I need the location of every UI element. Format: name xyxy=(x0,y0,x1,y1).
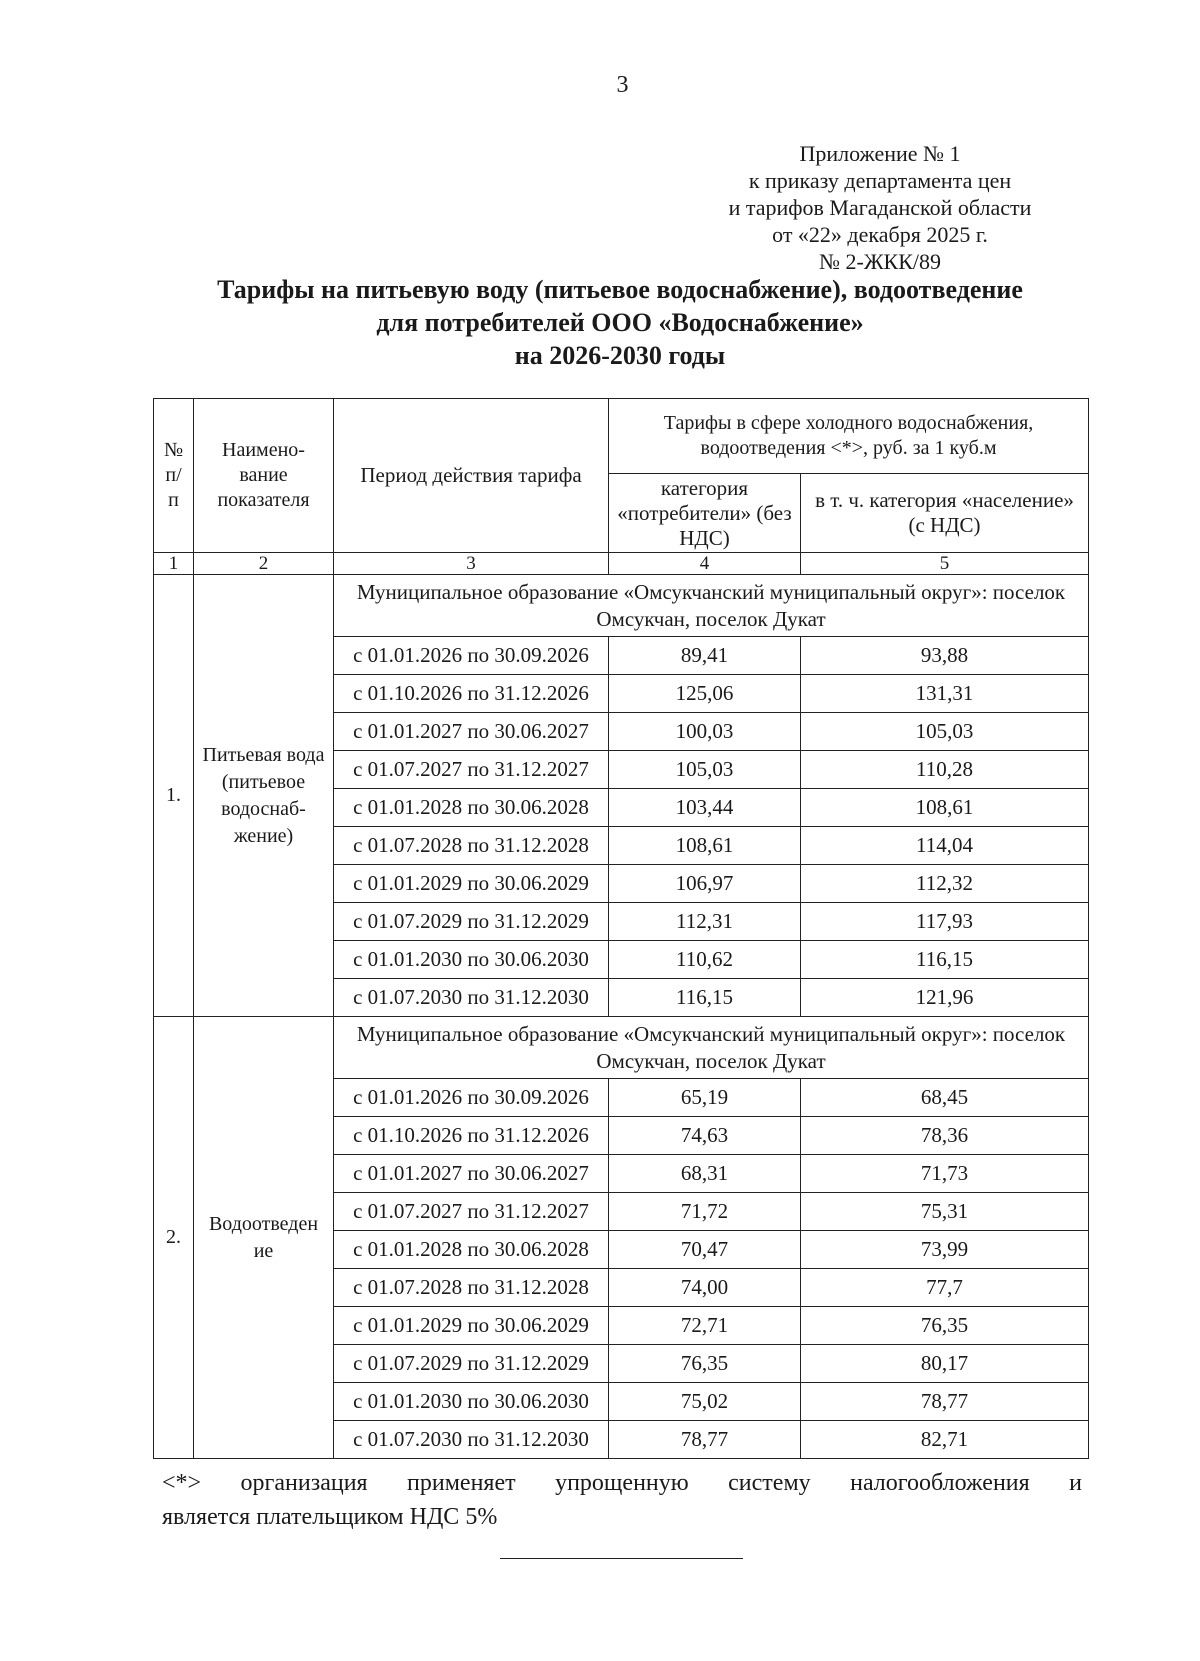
tariff-period: с 01.01.2027 по 30.06.2027 xyxy=(334,1155,609,1193)
column-index: 1 xyxy=(154,553,194,575)
tariff-population: 105,03 xyxy=(801,713,1089,751)
tariff-period: с 01.07.2030 по 31.12.2030 xyxy=(334,1421,609,1459)
section-region-row xyxy=(154,575,1089,637)
page-number: 3 xyxy=(616,72,629,98)
tariff-period: с 01.07.2028 по 31.12.2028 xyxy=(334,827,609,865)
section-region: Муниципальное образование «Омсукчанский муниципальный округ»: поселок Омсукчан, поселок Дукат xyxy=(334,1017,1089,1079)
tariff-period: с 01.07.2027 по 31.12.2027 xyxy=(334,1193,609,1231)
tariff-population: 75,31 xyxy=(801,1193,1089,1231)
tariff-consumers: 125,06 xyxy=(609,675,801,713)
header-tariffs-group: Тарифы в сфере холодного водоснабжения, водоотведения <*>, руб. за 1 куб.м xyxy=(609,399,1089,474)
tariff-population: 116,15 xyxy=(801,941,1089,979)
tariff-period: с 01.10.2026 по 31.12.2026 xyxy=(334,1117,609,1155)
tariff-consumers: 100,03 xyxy=(609,713,801,751)
tariff-consumers: 74,00 xyxy=(609,1269,801,1307)
header-period: Период действия тарифа xyxy=(334,399,609,553)
title-line: на 2026-2030 годы xyxy=(514,341,726,370)
tariff-consumers: 71,72 xyxy=(609,1193,801,1231)
tariff-population: 78,77 xyxy=(801,1383,1089,1421)
document-title xyxy=(140,273,1100,372)
column-index: 2 xyxy=(194,553,334,575)
tariff-population: 68,45 xyxy=(801,1079,1089,1117)
appendix-line: к приказу департамента цен xyxy=(748,168,1012,193)
footnote: <*> организация применяет упрощенную систему налогообложения и xyxy=(162,1470,1082,1496)
tariff-period: с 01.01.2027 по 30.06.2027 xyxy=(334,713,609,751)
tariff-population: 76,35 xyxy=(801,1307,1089,1345)
title-line: Тарифы на питьевую воду (питьевое водоснабжение), водоотведение xyxy=(217,275,1023,304)
section-number: 1. xyxy=(154,575,194,1017)
header-name: Наимено- вание показателя xyxy=(194,399,334,553)
tariff-population: 131,31 xyxy=(801,675,1089,713)
tariff-table xyxy=(153,398,1089,1459)
footnote-continuation: является плательщиком НДС 5% xyxy=(162,1504,498,1530)
title-line: для потребителей ООО «Водоснабжение» xyxy=(376,308,864,337)
tariff-period: с 01.10.2026 по 31.12.2026 xyxy=(334,675,609,713)
tariff-consumers: 76,35 xyxy=(609,1345,801,1383)
tariff-consumers: 116,15 xyxy=(609,979,801,1017)
tariff-population: 112,32 xyxy=(801,865,1089,903)
tariff-population: 73,99 xyxy=(801,1231,1089,1269)
appendix-block xyxy=(680,140,1080,275)
tariff-consumers: 68,31 xyxy=(609,1155,801,1193)
tariff-period: с 01.01.2029 по 30.06.2029 xyxy=(334,1307,609,1345)
tariff-period: с 01.01.2030 по 30.06.2030 xyxy=(334,941,609,979)
tariff-period: с 01.07.2030 по 31.12.2030 xyxy=(334,979,609,1017)
header-num: № п/ п xyxy=(154,399,194,553)
tariff-population: 117,93 xyxy=(801,903,1089,941)
tariff-population: 82,71 xyxy=(801,1421,1089,1459)
tariff-consumers: 112,31 xyxy=(609,903,801,941)
tariff-period: с 01.01.2030 по 30.06.2030 xyxy=(334,1383,609,1421)
tariff-population: 78,36 xyxy=(801,1117,1089,1155)
appendix-line: № 2-ЖКК/89 xyxy=(819,249,941,274)
closing-rule xyxy=(500,1558,743,1559)
tariff-consumers: 110,62 xyxy=(609,941,801,979)
tariff-consumers: 78,77 xyxy=(609,1421,801,1459)
column-index: 5 xyxy=(801,553,1089,575)
section-region-row xyxy=(154,1017,1089,1079)
tariff-period: с 01.07.2028 по 31.12.2028 xyxy=(334,1269,609,1307)
section-region: Муниципальное образование «Омсукчанский муниципальный округ»: поселок Омсукчан, поселок Дукат xyxy=(334,575,1089,637)
tariff-population: 71,73 xyxy=(801,1155,1089,1193)
tariff-population: 80,17 xyxy=(801,1345,1089,1383)
tariff-population: 110,28 xyxy=(801,751,1089,789)
tariff-consumers: 74,63 xyxy=(609,1117,801,1155)
tariff-population: 93,88 xyxy=(801,637,1089,675)
tariff-period: с 01.01.2029 по 30.06.2029 xyxy=(334,865,609,903)
tariff-population: 121,96 xyxy=(801,979,1089,1017)
tariff-population: 114,04 xyxy=(801,827,1089,865)
appendix-line: от «22» декабря 2025 г. xyxy=(772,222,988,247)
tariff-consumers: 72,71 xyxy=(609,1307,801,1345)
tariff-period: с 01.07.2029 по 31.12.2029 xyxy=(334,1345,609,1383)
section-number: 2. xyxy=(154,1017,194,1459)
tariff-period: с 01.07.2029 по 31.12.2029 xyxy=(334,903,609,941)
column-index: 4 xyxy=(609,553,801,575)
column-index: 3 xyxy=(334,553,609,575)
appendix-line: Приложение № 1 xyxy=(799,141,961,166)
tariff-population: 108,61 xyxy=(801,789,1089,827)
tariff-period: с 01.01.2028 по 30.06.2028 xyxy=(334,789,609,827)
tariff-period: с 01.07.2027 по 31.12.2027 xyxy=(334,751,609,789)
tariff-population: 77,7 xyxy=(801,1269,1089,1307)
tariff-period: с 01.01.2028 по 30.06.2028 xyxy=(334,1231,609,1269)
header-category-population: в т. ч. категория «население» (с НДС) xyxy=(801,474,1089,553)
tariff-period: с 01.01.2026 по 30.09.2026 xyxy=(334,1079,609,1117)
tariff-consumers: 70,47 xyxy=(609,1231,801,1269)
section-name: Водоотведен ие xyxy=(194,1017,334,1459)
tariff-period: с 01.01.2026 по 30.09.2026 xyxy=(334,637,609,675)
tariff-consumers: 65,19 xyxy=(609,1079,801,1117)
section-name: Питьевая вода (питьевое водоснаб- жение) xyxy=(194,575,334,1017)
tariff-consumers: 105,03 xyxy=(609,751,801,789)
tariff-consumers: 108,61 xyxy=(609,827,801,865)
tariff-consumers: 89,41 xyxy=(609,637,801,675)
header-category-consumers: категория «потребители» (без НДС) xyxy=(609,474,801,553)
tariff-consumers: 106,97 xyxy=(609,865,801,903)
appendix-line: и тарифов Магаданской области xyxy=(728,195,1032,220)
tariff-consumers: 75,02 xyxy=(609,1383,801,1421)
tariff-consumers: 103,44 xyxy=(609,789,801,827)
